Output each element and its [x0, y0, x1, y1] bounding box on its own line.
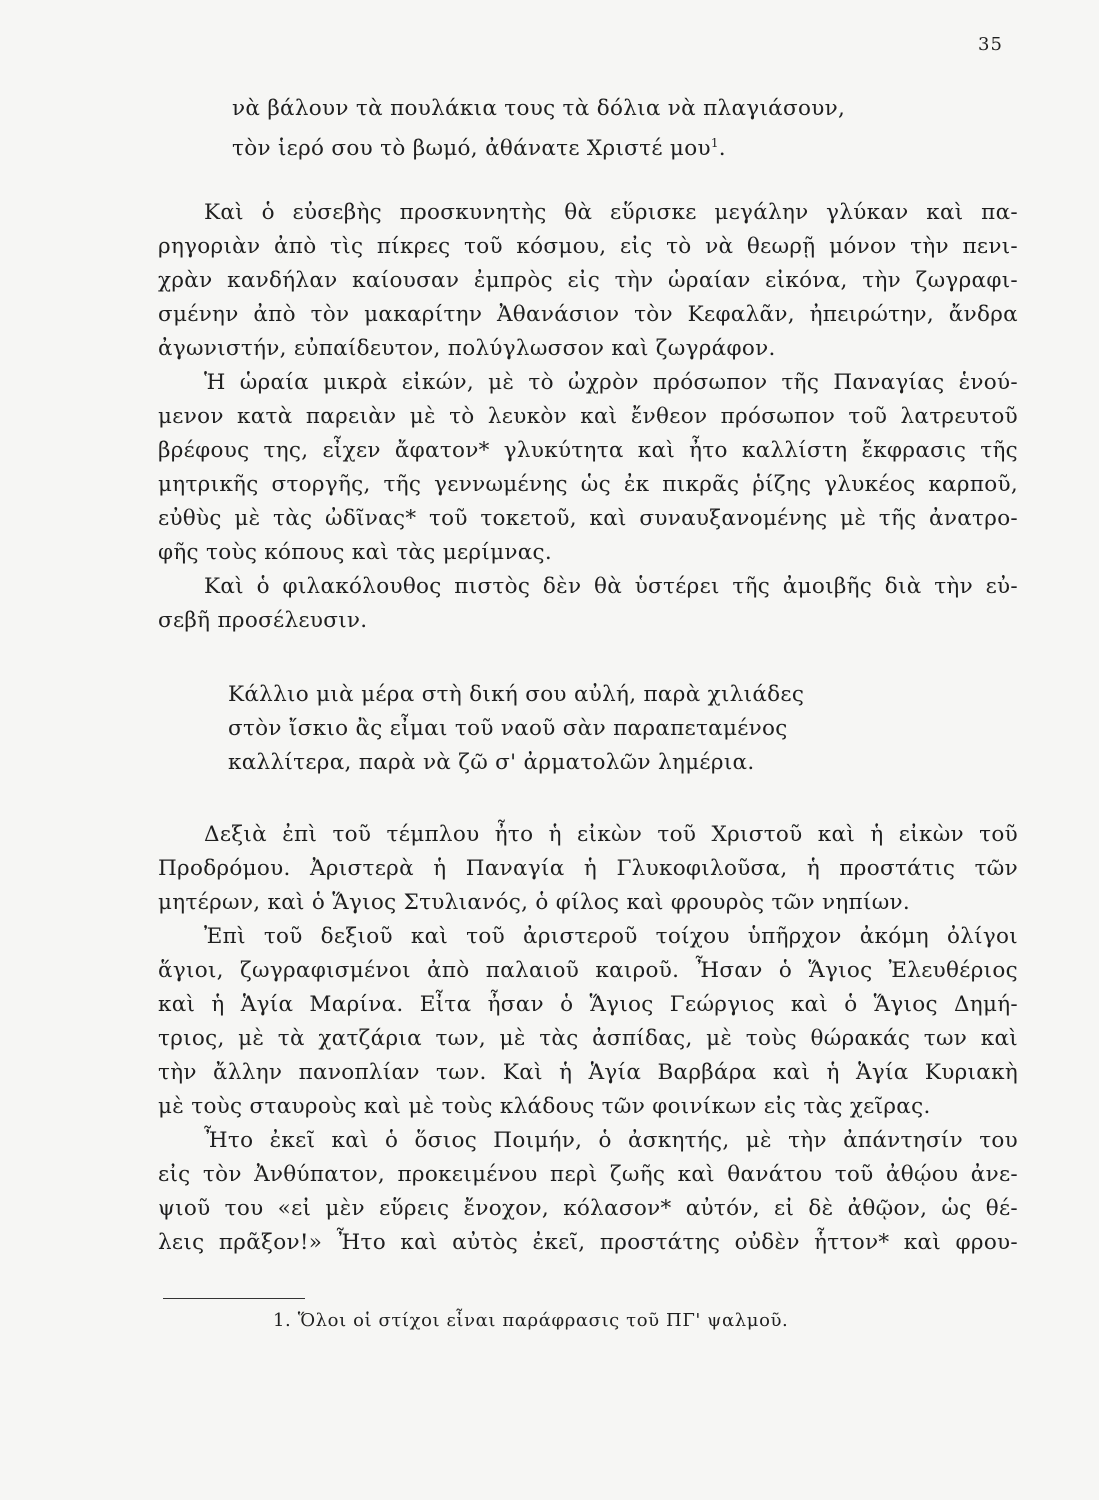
text-line: μενον κατὰ παρειὰν μὲ τὸ λευκὸν καὶ ἔνθεον πρόσωπον τοῦ λατρευτοῦ — [158, 404, 1018, 429]
text-line: Ἐπὶ τοῦ δεξιοῦ καὶ τοῦ ἀριστεροῦ τοίχου ὑπῆρχον ἀκόμη ὀλίγοι — [204, 924, 1018, 949]
text-line: χρὰν κανδήλαν καίουσαν ἐμπρὸς εἰς τὴν ὡραίαν εἰκόνα, τὴν ζωγραφι- — [158, 268, 1018, 293]
page-number: 35 — [978, 34, 1003, 55]
text-line: Καὶ ὁ φιλακόλουθος πιστὸς δὲν θὰ ὑστέρει τῆς ἀμοιβῆς διὰ τὴν εὐ- — [204, 574, 1018, 599]
text-line: σεβῆ προσέλευσιν. — [158, 608, 368, 633]
text-line: εὐθὺς μὲ τὰς ὠδῖνας* τοῦ τοκετοῦ, καὶ συναυξανομένης μὲ τῆς ἀνατρο- — [158, 506, 1018, 531]
verse-line: νὰ βάλουν τὰ πουλάκια τους τὰ δόλια νὰ πλαγιάσουν, — [232, 96, 846, 121]
text-line: Ἦτο ἐκεῖ καὶ ὁ ὅσιος Ποιμήν, ὁ ἀσκητής, μὲ τὴν ἀπάντησίν του — [204, 1128, 1018, 1153]
text-line: τὴν ἄλλην πανοπλίαν των. Καὶ ἡ Ἁγία Βαρβάρα καὶ ἡ Ἁγία Κυριακὴ — [158, 1060, 1018, 1085]
verse-line: καλλίτερα, παρὰ νὰ ζῶ σ' ἀρματολῶν λημέρια. — [228, 750, 755, 775]
footnote-divider — [163, 1298, 305, 1299]
text-line: Προδρόμου. Ἀριστερὰ ἡ Παναγία ἡ Γλυκοφιλοῦσα, ἡ προστάτις τῶν — [158, 856, 1018, 881]
text-line: μὲ τοὺς σταυροὺς καὶ μὲ τοὺς κλάδους τῶν φοινίκων εἰς τὰς χεῖρας. — [158, 1094, 931, 1119]
text-line: τριος, μὲ τὰ χατζάρια των, μὲ τὰς ἀσπίδας, μὲ τοὺς θώρακάς των καὶ — [158, 1026, 1018, 1051]
footnote: 1. Ὅλοι οἱ στίχοι εἶναι παράφρασις τοῦ ΠΓ' ψαλμοῦ. — [273, 1310, 789, 1331]
verse-line: τὸν ἱερό σου τὸ βωμό, ἀθάνατε Χριστέ μου$^1$. — [232, 136, 726, 162]
paragraph-block-2 — [158, 818, 1018, 1260]
text-line: Ἡ ὡραία μικρὰ εἰκών, μὲ τὸ ὠχρὸν πρόσωπον τῆς Παναγίας ἑνού- — [204, 370, 1018, 395]
text-line: φῆς τοὺς κόπους καὶ τὰς μερίμνας. — [158, 540, 553, 565]
text-line: Καὶ ὁ εὐσεβὴς προσκυνητὴς θὰ εὕρισκε μεγάλην γλύκαν καὶ πα- — [204, 200, 1018, 225]
text-line: ρηγοριὰν ἀπὸ τὶς πίκρες τοῦ κόσμου, εἰς τὸ νὰ θεωρῇ μόνον τὴν πενι- — [158, 234, 1018, 259]
paragraph-block-1 — [158, 196, 1018, 638]
text-line: μητέρων, καὶ ὁ Ἅγιος Στυλιανός, ὁ φίλος καὶ φρουρὸς τῶν νηπίων. — [158, 890, 911, 915]
text-line: ἀγωνιστήν, εὐπαίδευτον, πολύγλωσσον καὶ ζωγράφον. — [158, 336, 776, 361]
text-line: σμένην ἀπὸ τὸν μακαρίτην Ἀθανάσιον τὸν Κεφαλᾶν, ἠπειρώτην, ἄνδρα — [158, 302, 1018, 327]
text-line: λεις πρᾶξον!» Ἦτο καὶ αὐτὸς ἐκεῖ, προστάτης οὐδὲν ἧττον* καὶ φρου- — [158, 1230, 1018, 1255]
verse-line: Κάλλιο μιὰ μέρα στὴ δική σου αὐλή, παρὰ χιλιάδες — [228, 682, 805, 707]
text-line: καὶ ἡ Ἁγία Μαρίνα. Εἶτα ἦσαν ὁ Ἅγιος Γεώργιος καὶ ὁ Ἅγιος Δημή- — [158, 992, 1018, 1017]
verse-line: στὸν ἴσκιο ἂς εἶμαι τοῦ ναοῦ σὰν παραπεταμένος — [228, 716, 788, 741]
footnote-marker: 1 — [710, 136, 719, 150]
text-line: μητρικῆς στοργῆς, τῆς γεννωμένης ὡς ἐκ πικρᾶς ῥίζης γλυκέος καρποῦ, — [158, 472, 1018, 497]
text-line: βρέφους της, εἶχεν ἄφατον* γλυκύτητα καὶ ἦτο καλλίστη ἔκφρασις τῆς — [158, 438, 1018, 463]
text-line: Δεξιὰ ἐπὶ τοῦ τέμπλου ἦτο ἡ εἰκὼν τοῦ Χριστοῦ καὶ ἡ εἰκὼν τοῦ — [204, 822, 1018, 847]
text-line: εἰς τὸν Ἀνθύπατον, προκειμένου περὶ ζωῆς καὶ θανάτου τοῦ ἀθῴου ἀνε- — [158, 1162, 1018, 1187]
opening-verse — [232, 92, 845, 166]
text-line: ψιοῦ του «εἰ μὲν εὕρεις ἔνοχον, κόλασον* αὐτόν, εἰ δὲ ἀθῷον, ὡς θέ- — [158, 1196, 1018, 1221]
psalm-verse — [228, 678, 804, 780]
text-line: ἅγιοι, ζωγραφισμένοι ἀπὸ παλαιοῦ καιροῦ. Ἦσαν ὁ Ἅγιος Ἐλευθέριος — [158, 958, 1018, 983]
